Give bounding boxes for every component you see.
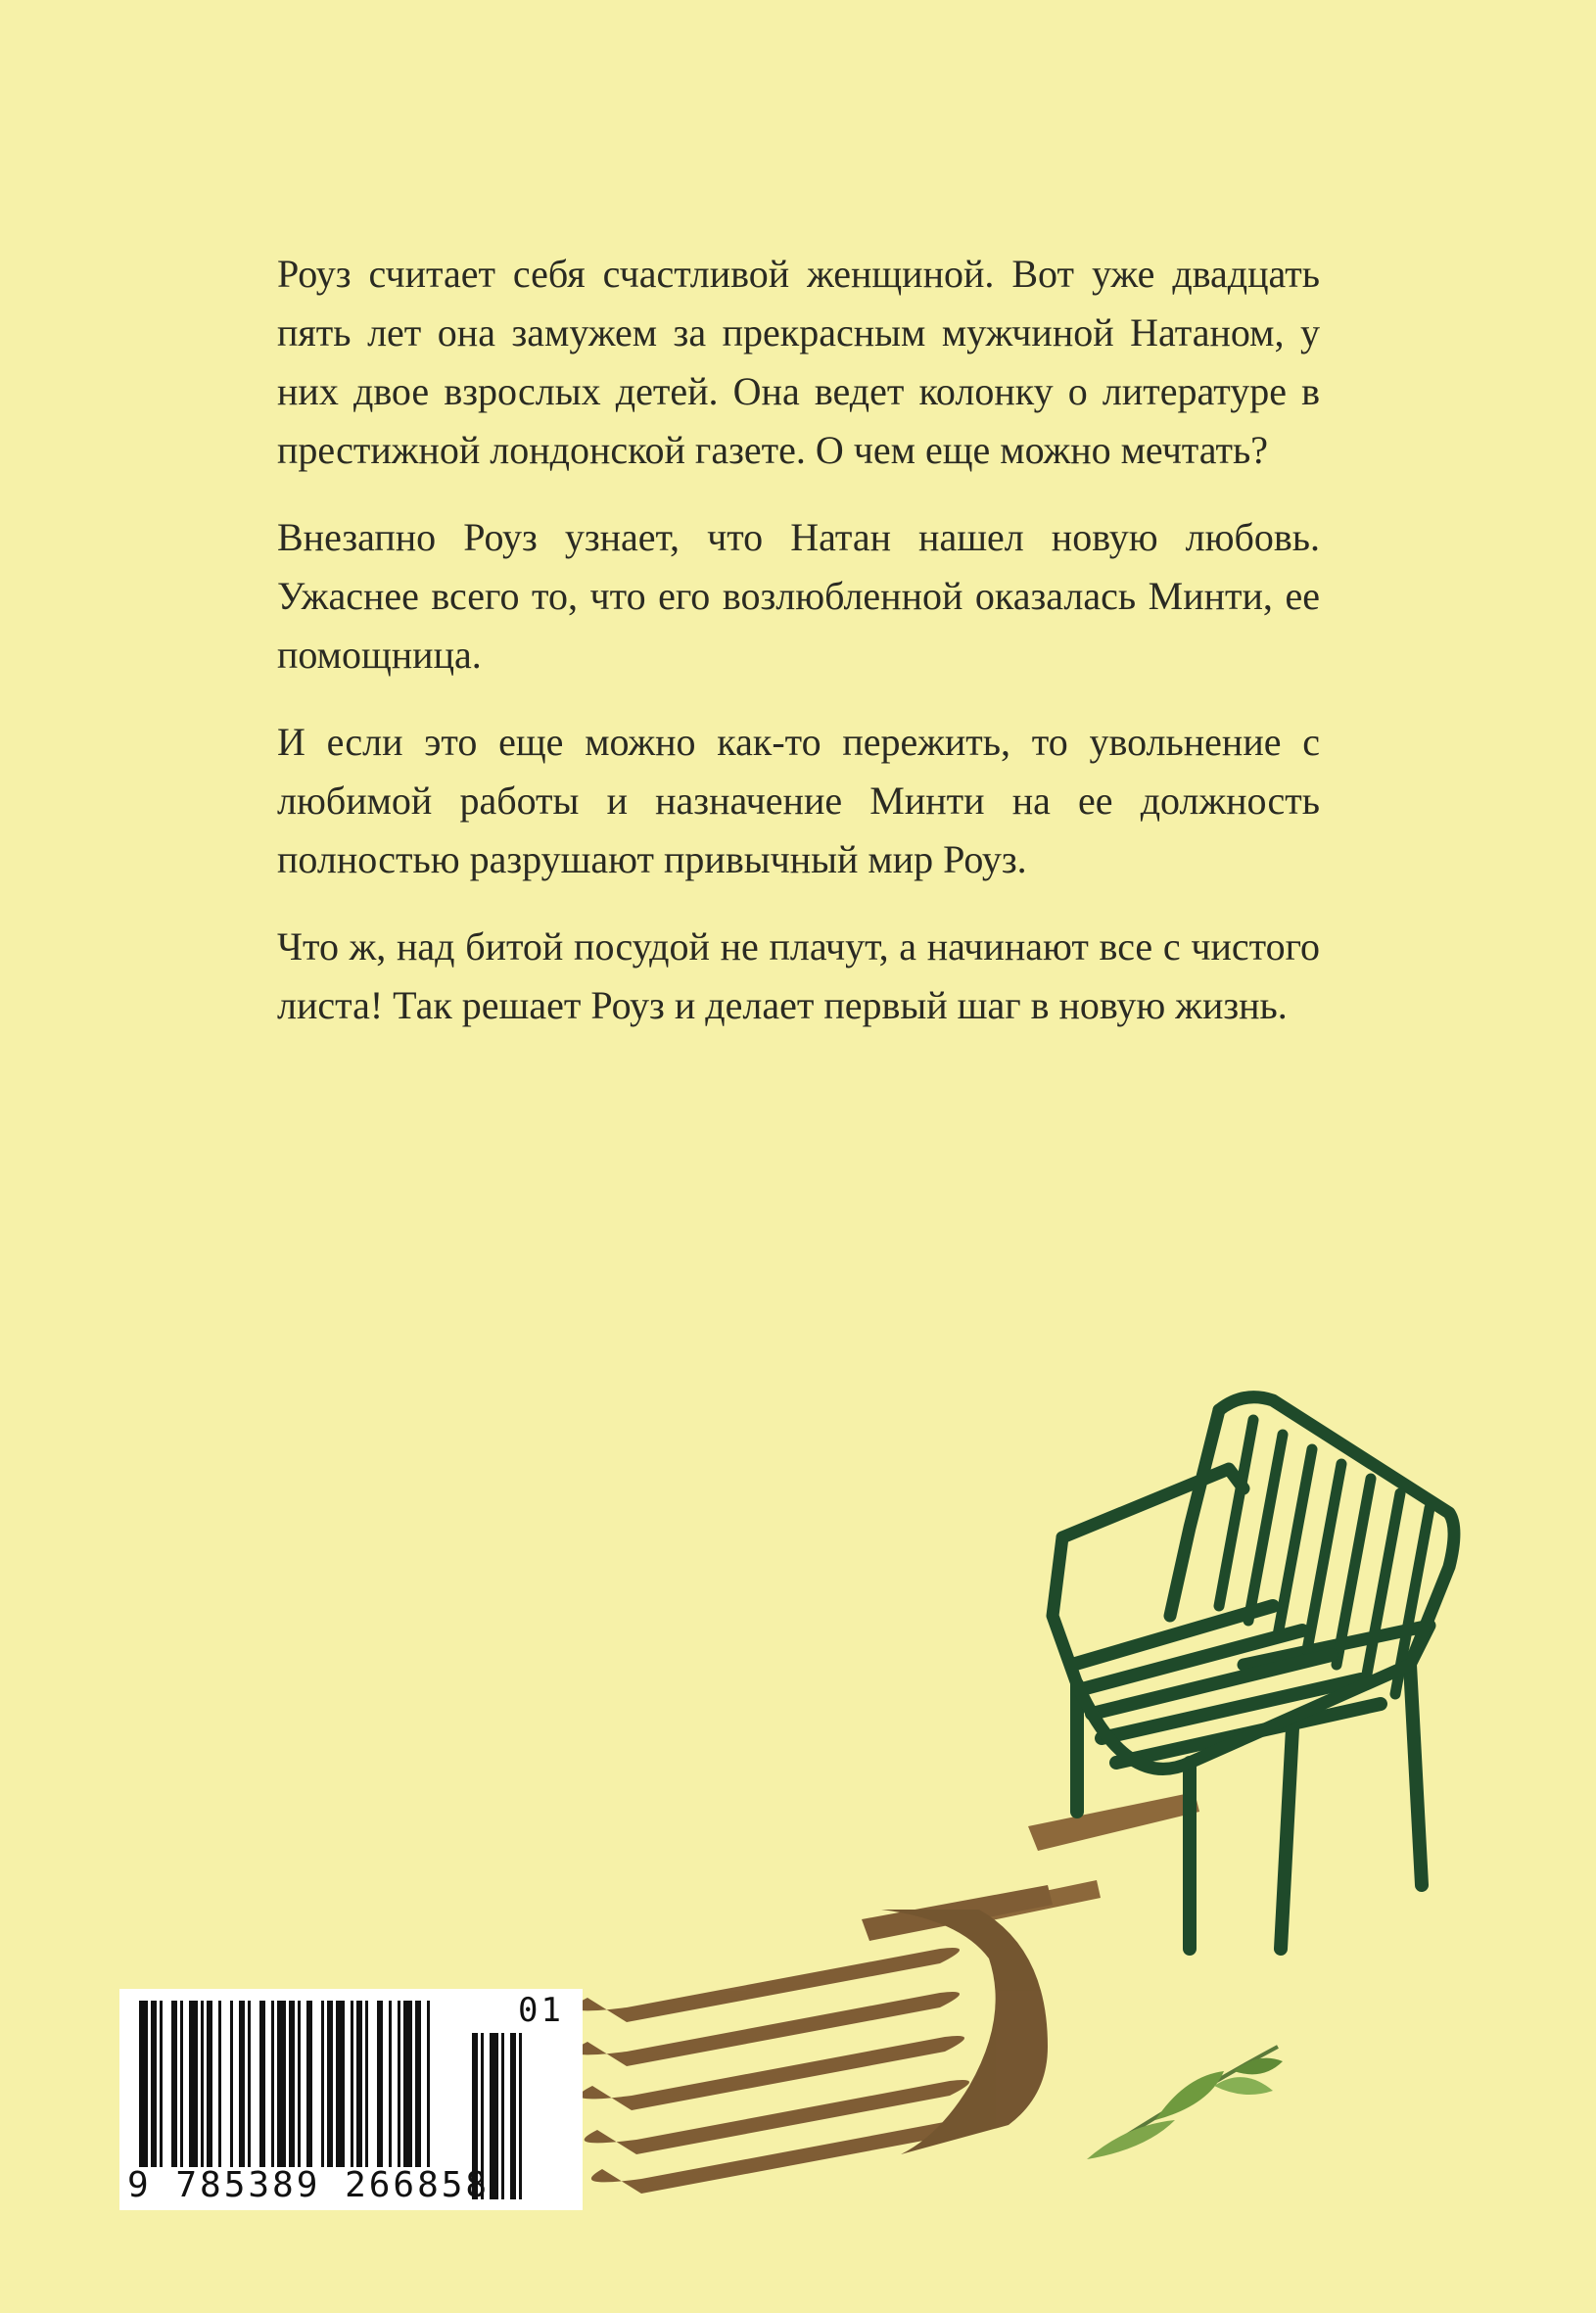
barcode-bar [207, 2001, 212, 2167]
barcode-bar [377, 2001, 383, 2167]
barcode-bar [171, 2001, 177, 2167]
barcode-bar [298, 2001, 301, 2167]
barcode-bar [351, 2001, 353, 2167]
barcode-addon-bar [501, 2033, 504, 2199]
barcode-bar [160, 2001, 163, 2167]
blurb-paragraph-2: Внезапно Роуз узнает, что Натан нашел новую любовь. Ужаснее всего то, что его возлюбленной оказалась Минти, ее помощница. [277, 515, 1320, 677]
barcode-bar [201, 2001, 204, 2167]
barcode-bar [365, 2001, 368, 2167]
barcode-addon-bar [519, 2033, 522, 2199]
barcode-bar [180, 2001, 183, 2167]
barcode-bar [306, 2001, 312, 2167]
barcode-bar [415, 2001, 421, 2167]
barcode-bar [277, 2001, 286, 2167]
barcode-bar [189, 2001, 198, 2167]
barcode-bar [321, 2001, 324, 2167]
isbn-barcode [119, 1989, 583, 2210]
barcode-addon-number: 01 [518, 1991, 564, 2030]
barcode-bar [248, 2001, 251, 2167]
barcode-bar [230, 2001, 233, 2167]
blurb-paragraph-4: Что ж, над битой посудой не плачут, а начинают все с чистого листа! Так решает Роуз и делает первый шаг в новую жизнь. [277, 924, 1320, 1027]
barcode-bar [427, 2001, 430, 2167]
barcode-bar [139, 2001, 148, 2167]
blurb-paragraph-1: Роуз считает себя счастливой женщиной. Вот уже двадцать пять лет она замужем за прекрасным мужчиной Натаном, у них двое взрослых детей. Она ведет колонку о литературе в престижной лондонской газете. О чем еще можно мечтать? [277, 252, 1320, 472]
green-chair [1053, 1397, 1454, 1949]
barcode-bar [271, 2001, 274, 2167]
barcode-bar [389, 2001, 392, 2167]
barcode-bar [259, 2001, 265, 2167]
barcode-bar [403, 2001, 412, 2167]
barcode-bar [289, 2001, 295, 2167]
blurb-paragraph-3: И если это еще можно как-то пережить, то увольнение с любимой работы и назначение Минти на ее должность полностью разрушают привычный мир Роуз. [277, 720, 1320, 881]
barcode-bar [218, 2001, 221, 2167]
barcode-addon-bar [510, 2033, 516, 2199]
barcode-bar [356, 2001, 362, 2167]
barcode-bar [239, 2001, 245, 2167]
chair-shadow [575, 1792, 1199, 2194]
barcode-bar [151, 2001, 157, 2167]
barcode-bar [336, 2001, 345, 2167]
barcode-addon-bar [490, 2033, 498, 2199]
isbn-number: 9 785389 266858 [127, 2165, 491, 2205]
barcode-bar [398, 2001, 400, 2167]
leaf-sprig [1087, 2047, 1283, 2159]
barcode-bar [327, 2001, 333, 2167]
